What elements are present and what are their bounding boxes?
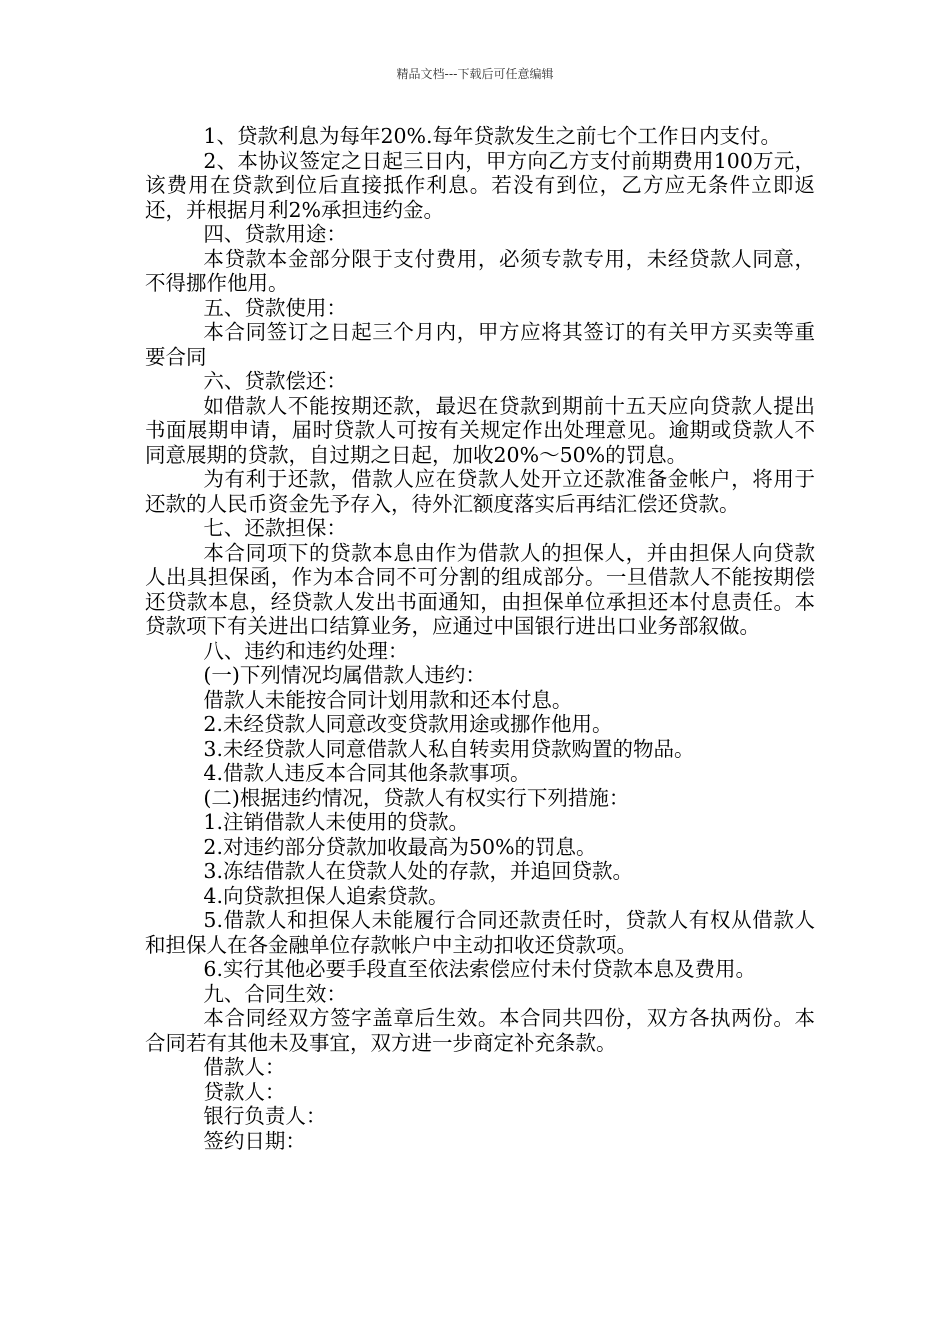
paragraph-loan-use: 本合同签订之日起三个月内，甲方应将其签订的有关甲方买卖等重要合同	[145, 320, 815, 369]
list-item-default: 4.借款人违反本合同其他条款事项。	[203, 761, 531, 785]
contract-body	[145, 124, 815, 1153]
signature-line-borrower: 借款人：	[203, 1055, 286, 1079]
paragraph-loan-purpose: 本贷款本金部分限于支付费用，必须专款专用，未经贷款人同意，不得挪作他用。	[145, 246, 815, 295]
list-item-default: 借款人未能按合同计划用款和还本付息。	[203, 687, 573, 712]
signature-line-bank-officer: 银行负责人：	[203, 1104, 327, 1128]
subheading-default-cases: (一)下列情况均属借款人违约：	[203, 663, 486, 687]
list-item-default: 2.未经贷款人同意改变贷款用途或挪作他用。	[203, 712, 613, 736]
list-item-remedy: 6.实行其他必要手段直至依法索偿应付未付贷款本息及费用。	[203, 957, 756, 981]
paragraph-interest-rate: 1、贷款利息为每年20%.每年贷款发生之前七个工作日内支付。	[203, 124, 782, 148]
list-item-remedy: 3.冻结借款人在贷款人处的存款，并追回贷款。	[203, 859, 633, 883]
list-item-remedy: 1.注销借款人未使用的贷款。	[203, 810, 469, 834]
section-heading-effectiveness: 九、合同生效：	[203, 981, 347, 1006]
section-heading-guarantee: 七、还款担保：	[203, 516, 347, 540]
paragraph-effectiveness: 本合同经双方签字盖章后生效。本合同共四份，双方各执两份。本合同若有其他未及事宜，双方进一步商定补充条款。	[145, 1006, 815, 1055]
section-heading-repayment: 六、贷款偿还：	[203, 369, 347, 393]
subheading-remedies: (二)根据违约情况，贷款人有权实行下列措施：	[203, 785, 630, 810]
section-heading-loan-purpose: 四、贷款用途：	[203, 222, 347, 246]
signature-line-lender: 贷款人：	[203, 1079, 286, 1104]
page-header: 精品文档---下载后可任意编辑	[396, 67, 554, 81]
paragraph-preliminary-fee: 2、本协议签定之日起三日内，甲方向乙方支付前期费用100万元，该费用在贷款到位后直接抵作利息。若没有到位，乙方应无条件立即返还，并根据月利2%承担违约金。	[145, 148, 815, 222]
section-heading-loan-use: 五、贷款使用：	[203, 295, 347, 320]
section-heading-default: 八、违约和违约处理：	[203, 638, 409, 663]
list-item-default: 3.未经贷款人同意借款人私自转卖用贷款购置的物品。	[203, 736, 695, 761]
paragraph-guarantee: 本合同项下的贷款本息由作为借款人的担保人，并由担保人向贷款人出具担保函，作为本合同不可分割的组成部分。一旦借款人不能按期偿还贷款本息，经贷款人发出书面通知，由担保单位承担还本付息责任。本贷款项下有关进出口结算业务，应通过中国银行进出口业务部叙做。	[145, 540, 815, 638]
list-item-remedy: 5.借款人和担保人未能履行合同还款责任时，贷款人有权从借款人和担保人在各金融单位存款帐户中主动扣收还贷款项。	[145, 908, 815, 957]
list-item-remedy: 2.对违约部分贷款加收最高为50%的罚息。	[203, 834, 597, 859]
paragraph-reserve-account: 为有利于还款，借款人应在贷款人处开立还款准备金帐户，将用于还款的人民币资金先予存入，待外汇额度落实后再结汇偿还贷款。	[145, 467, 815, 516]
paragraph-extension: 如借款人不能按期还款，最迟在贷款到期前十五天应向贷款人提出书面展期申请，届时贷款人可按有关规定作出处理意见。逾期或贷款人不同意展期的贷款，自过期之日起，加收20%～50%的罚息。	[145, 393, 815, 467]
list-item-remedy: 4.向贷款担保人追索贷款。	[203, 883, 449, 908]
signature-line-date: 签约日期：	[203, 1128, 306, 1153]
